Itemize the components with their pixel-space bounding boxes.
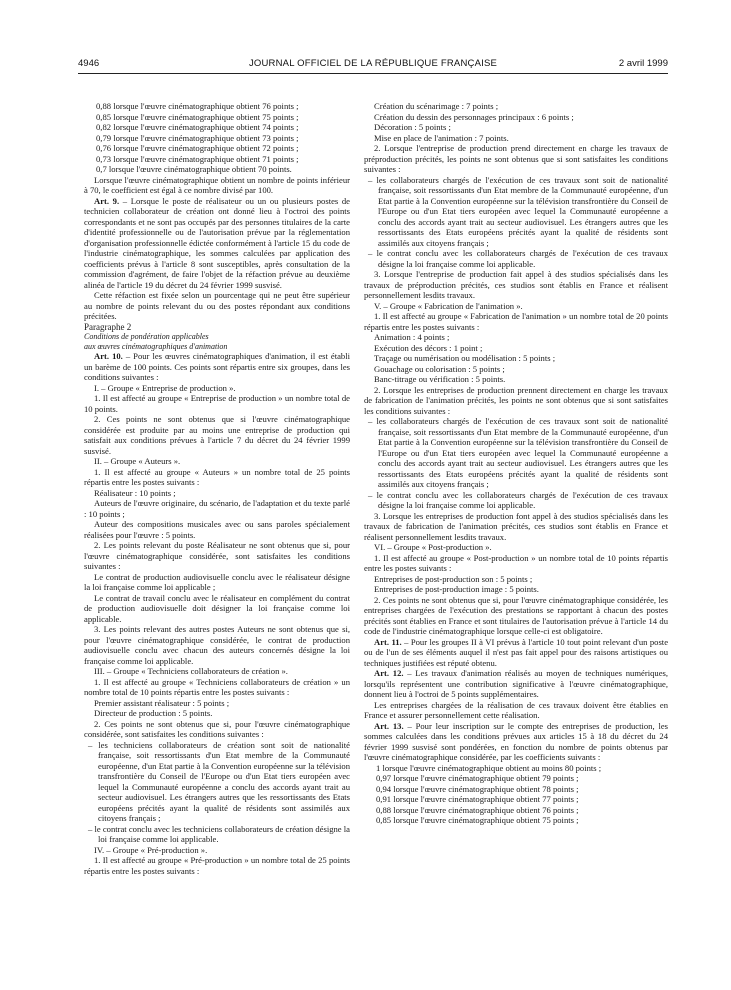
paragraph: 1. Il est affecté au groupe « Auteurs » un nombre total de 25 points répartis entre les postes suivants : [84,466,350,488]
paragraph: Création du scénarimage : 7 points ; [374,101,499,111]
article-text: – Pour leur inscription sur le compte des entreprises de production, les sommes calculées dans les conditions prévues aux articles 15 à 18 du décret du 24 février 1999 susvisé sont pondérées, en fonction du nombre de points obtenus par l'œuvre cinématographique considérée, par les coefficients suivants : [364,720,668,762]
coefficient-line: 0,85 lorsque l'œuvre cinématographique obtient 75 points ; [96,111,299,122]
article-number: Art. 10. [94,351,123,362]
coefficient-line: 0,76 lorsque l'œuvre cinématographique obtient 72 points ; [96,143,299,153]
paragraph: II. – Groupe « Auteurs ». [94,456,181,467]
paragraph: Mise en place de l'animation : 7 points. [374,132,509,143]
paragraph: Animation : 4 points ; [374,332,450,342]
paragraph: Réalisateur : 10 points ; [94,487,176,498]
coefficient-line: 0,97 lorsque l'œuvre cinématographique obtient 79 points ; [376,773,579,783]
paragraph: 2. Ces points ne sont obtenus que si, pour l'œuvre cinématographique considérée, les entreprises chargées de l'exécution des prestations se rapportant à chacun des postes précités sont établies en France et sont titulaires de l'autorisation prévue à l'article 14 du code de l'industrie cinématographique lorsque celle-ci est obligatoire. [364,594,668,636]
coefficient-line: 0,88 lorsque l'œuvre cinématographique obtient 76 points ; [376,804,579,815]
paragraph: 2. Ces points ne sont obtenus que si, pour l'œuvre cinématographique considérée, sont satisfaites les conditions suivantes : [84,718,350,740]
article-text: – Pour les œuvres cinématographiques d'animation, il est établi un barème de 100 points. Ces points sont répartis entre six groupes, dans les conditions suivantes : [84,351,350,383]
journal-title: JOURNAL OFFICIEL DE LA RÉPUBLIQUE FRANÇAISE [248,58,498,69]
paragraph: Directeur de production : 5 points. [94,708,213,719]
dash-item: – les collaborateurs chargés de l'exécution de ces travaux sont soit de nationalité française, soit ressortissants d'un Etat membre de la Communauté européenne, d'un Etat partie à la Convention européenne sur la télévision transfrontière du Conseil de l'Europe ou d'un Etat tiers européen avec lequel la Communauté européenne a conclu des accords ayant trait au secteur audiovisuel. Les étrangers autres que les ressortissants des Etats européens précités ayant la qualité de résidents sont assimilés aux citoyens français ; [368,416,668,489]
section-heading: Paragraphe 2 [84,321,132,332]
article-number: Art. 13. [374,720,404,731]
coefficient-line: 0,94 lorsque l'œuvre cinématographique obtient 78 points ; [376,783,579,794]
dash-item: – les techniciens collaborateurs de création sont soit de nationalité française, soit ressortissants d'un Etat membre de la Communauté européenne, d'un Etat partie à la Convention européenne sur la télévision transfrontière du Conseil de l'Europe ou d'un Etat tiers européen avec lequel la Communauté européenne a conclu des accords ayant trait au secteur audiovisuel. Les étrangers autres que les ressortissants des Etats européens précités ayant la qualité de résidents sont assimilés aux citoyens français ; [88,739,350,824]
article-text: – Les travaux d'animation réalisés au moyen de techniques numériques, lorsqu'ils représentent une contribution significative à l'œuvre cinématographique, donnent lieu à l'octroi de 5 points supplémentaires. [364,668,668,699]
paragraph: V. – Groupe « Fabrication de l'animation ». [374,300,523,311]
paragraph: Premier assistant réalisateur : 5 points ; [94,697,230,708]
paragraph: Banc-titrage ou vérification : 5 points. [374,374,506,384]
dash-item: – le contrat conclu avec les collaborateurs chargés de l'exécution de ces travaux désigne la loi française comme loi applicable. [368,489,668,510]
article-number: Art. 12. [374,668,404,678]
paragraph: Auteurs de l'œuvre originaire, du scénario, de l'adaptation et du texte parlé : 10 points ; [84,498,350,519]
coefficient-line: 0,79 lorsque l'œuvre cinématographique obtient 73 points ; [96,132,299,143]
paragraph: 1. Il est affecté au groupe « Pré-production » un nombre total de 25 points répartis entre les postes suivants : [84,855,350,876]
paragraph: 1. Il est affecté au groupe « Fabrication de l'animation » un nombre total de 20 points répartis entre les postes suivants : [364,311,668,332]
coefficient-line: 1 lorsque l'œuvre cinématographique obtient au moins 80 points ; [376,762,602,773]
paragraph: Exécution des décors : 1 point ; [374,342,483,353]
left-column [84,101,350,876]
coefficient-line: 0,73 lorsque l'œuvre cinématographique obtient 71 points ; [96,153,299,164]
paragraph: 2. Ces points ne sont obtenus que si l'œuvre cinématographique considérée est produite par au moins une entreprise de production qui satisfait aux conditions prévues à l'article 7 du décret du 24 février 1999 susvisé. [84,414,350,456]
right-column [364,101,668,826]
dash-item: – les collaborateurs chargés de l'exécution de ces travaux sont soit de nationalité française, soit ressortissants d'un Etat membre de la Communauté européenne, d'un Etat partie à la Convention européenne sur la télévision transfrontière du Conseil de l'Europe ou d'un Etat tiers européen avec lequel la Communauté européenne a conclu des accords ayant trait au secteur audiovisuel. Les étrangers autres que les ressortissants des Etats européens précités ayant la qualité de résidents sont assimilés aux citoyens français ; [368,174,668,248]
paragraph: 1. Il est affecté au groupe « Techniciens collaborateurs de création » un nombre total de 10 points répartis entre les postes suivants : [84,676,350,698]
paragraph: Lorsque l'œuvre cinématographique obtient un nombre de points inférieur à 70, le coefficient est égal à ce nombre divisé par 100. [84,174,350,195]
coefficient-line: 0,82 lorsque l'œuvre cinématographique obtient 74 points ; [96,122,299,132]
paragraph: 3. Lorsque les entreprises de production font appel à des studios spécialisés dans les travaux de fabrication de l'animation précités, ces studios sont établis en France et réalisent personnellement lesdits travaux. [364,510,668,542]
page-header [78,58,668,72]
paragraph: 3. Les points relevant des autres postes Auteurs ne sont obtenus que si, pour l'œuvre cinématographique considérée, le contrat de production audiovisuelle conclu avec chacun des auteurs concernés désigne la loi française comme loi applicable. [84,624,350,666]
section-subheading: aux œuvres cinématographiques d'animation [84,341,228,351]
coefficient-line: 0,85 lorsque l'œuvre cinématographique obtient 75 points ; [376,815,579,825]
paragraph: Entreprises de post-production image : 5 points. [374,584,539,594]
paragraph: Traçage ou numérisation ou modélisation : 5 points ; [374,353,556,363]
coefficient-line: 0,88 lorsque l'œuvre cinématographique obtient 76 points ; [96,101,299,111]
paragraph: Cette réfaction est fixée selon un pourcentage qui ne peut être supérieur au nombre de points relevant du ou des postes répondant aux conditions précitées. [84,290,350,321]
paragraph: Décoration : 5 points ; [374,122,451,132]
article-text: – Pour les groupes II à VI prévus à l'article 10 tout point relevant d'un poste ou de l'un de ses éléments auquel il n'est pas fait appel pour des raisons artistiques ou techniques justifiées est réputé obtenu. [364,636,669,668]
paragraph: 3. Lorsque l'entreprise de production fait appel à des studios spécialisés dans les travaux de préproduction précités, ces studios sont établis en France et réalisent personnellement lesdits travaux. [364,269,668,300]
header-rule [78,73,668,74]
paragraph: VI. – Groupe « Post-production ». [374,542,492,552]
article-number: Art. 11. [374,636,402,647]
paragraph: 1. Il est affecté au groupe « Post-production » un nombre total de 10 points répartis entre les postes suivants : [364,552,668,573]
paragraph: Le contrat de travail conclu avec le réalisateur en complément du contrat de production audiovisuelle doit désigner la loi française comme loi applicable. [84,592,350,624]
article-paragraph [84,351,350,383]
paragraph: I. – Groupe « Entreprise de production ». [94,382,236,393]
article-paragraph [364,721,668,763]
paragraph: 2. Les points relevant du poste Réalisateur ne sont obtenus que si, pour l'œuvre cinématographique considérée, sont satisfaites les conditions suivantes : [84,540,350,572]
page-number: 4946 [78,58,100,69]
article-number: Art. 9. [94,195,120,206]
paragraph: 2. Lorsque l'entreprise de production prend directement en charge les travaux de préproduction précités, les points ne sont obtenus que si sont satisfaites les conditions suivantes : [364,143,668,174]
publication-date: 2 avril 1999 [618,58,668,69]
dash-item: – le contrat conclu avec les techniciens collaborateurs de création désigne la loi française comme loi applicable. [88,823,350,845]
paragraph: Les entreprises chargées de la réalisation de ces travaux doivent être établies en France et assurer personnellement cette réalisation. [364,699,668,720]
section-subheading: Conditions de pondération applicables [84,332,209,341]
coefficient-line: 0,91 lorsque l'œuvre cinématographique obtient 77 points ; [376,794,579,804]
article-paragraph [84,196,350,291]
paragraph: Le contrat de production audiovisuelle conclu avec le réalisateur désigne la loi française comme loi applicable ; [84,571,350,593]
article-text: – Lorsque le poste de réalisateur ou un ou plusieurs postes de technicien collaborateur de création ont donné lieu à l'octroi des points correspondants et ne sont pas occupés par des personnes titulaires de la carte d'identité professionnelle ou de l'autorisation prévue par la réglementation d'organisation professionnelle édictée conformément à l'article 15 du code de l'industrie cinématographique, les sommes calculées par application des coefficients prévus à l'article 8 sont susceptibles, après consultation de la commission d'agrément, de faire l'objet de la réfaction prévue au deuxième alinéa de l'article 19 du décret du 24 février 1999 susvisé. [84,195,350,290]
paragraph: III. – Groupe « Techniciens collaborateurs de création ». [94,666,288,677]
paragraph: Entreprises de post-production son : 5 points ; [374,573,533,584]
paragraph: Auteur des compositions musicales avec ou sans paroles spécialement réalisées pour l'œuvre : 5 points. [84,519,350,540]
paragraph: 2. Lorsque les entreprises de production prennent directement en charge les travaux de fabrication de l'animation précités, les points ne sont obtenus que si sont satisfaites les conditions suivantes : [364,384,668,416]
article-paragraph [364,637,668,669]
paragraph: Création du dessin des personnages principaux : 6 points ; [374,111,574,122]
paragraph: 1. Il est affecté au groupe « Entreprise de production » un nombre total de 10 points. [84,393,350,414]
coefficient-line: 0,7 lorsque l'œuvre cinématographique obtient 70 points. [96,164,292,174]
paragraph: Gouachage ou colorisation : 5 points ; [374,363,505,374]
dash-item: – le contrat conclu avec les collaborateurs chargés de l'exécution de ces travaux désigne la loi française comme loi applicable. [368,248,668,269]
article-paragraph [364,668,668,700]
paragraph: IV. – Groupe « Pré-production ». [94,844,208,855]
